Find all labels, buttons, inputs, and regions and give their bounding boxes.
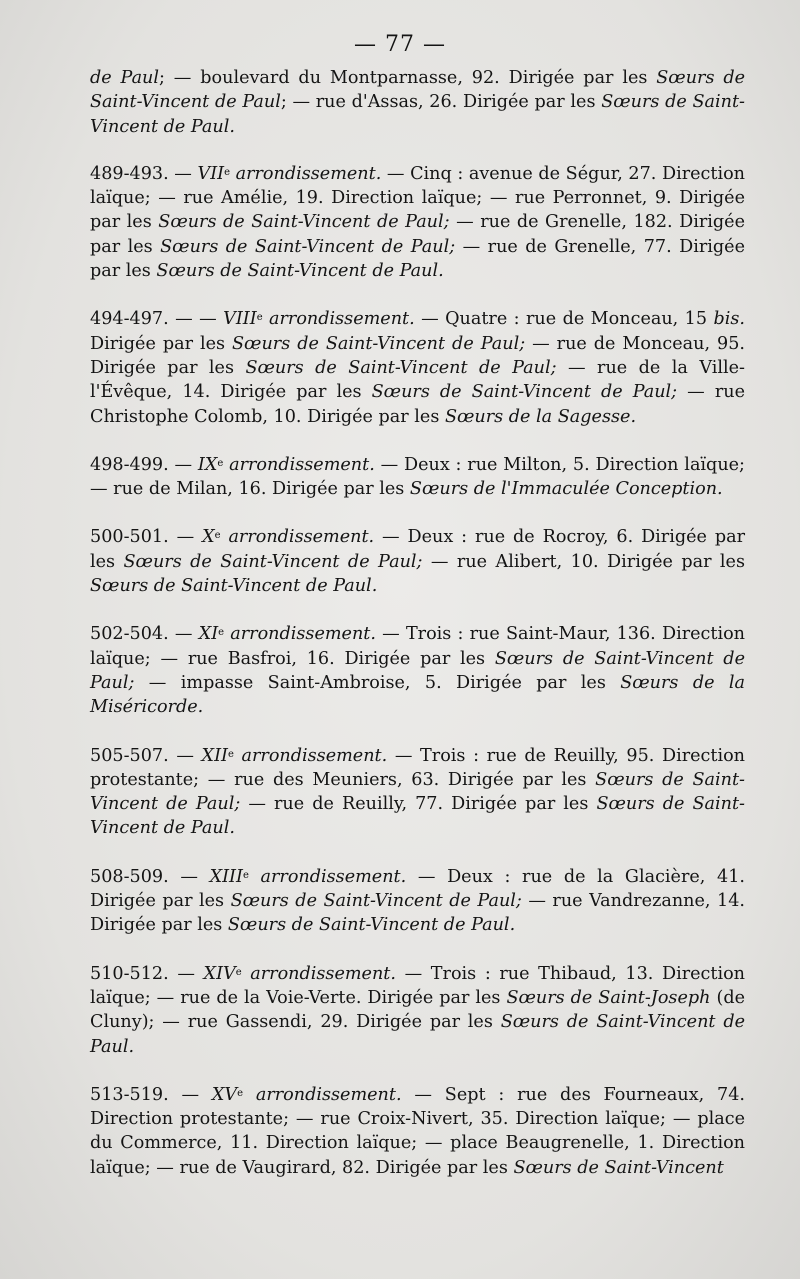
italic-run: XII <box>201 745 228 766</box>
text-run: — Quatre : rue de Monceau, 15 <box>414 309 714 330</box>
text-run: — rue Alibert, 10. Dirigée par les <box>422 551 745 572</box>
italic-run: de Paul <box>90 68 160 88</box>
text-run: Dirigée par les <box>90 333 232 354</box>
entry-paragraph <box>90 307 745 428</box>
italic-run: XIII <box>209 866 243 887</box>
superscript: e <box>218 627 225 639</box>
italic-run: Sœurs de Saint-Vincent <box>513 1157 724 1178</box>
italic-run: VIII <box>223 309 257 330</box>
page-number: — 77 — <box>354 32 446 57</box>
italic-run: Sœurs de Saint-Vincent de Paul. <box>90 1012 745 1057</box>
italic-run: Sœurs de Saint-Vincent de Paul; <box>230 891 522 912</box>
text-run: — Deux : rue de la Glacière, 41. Dirigée par les <box>90 866 746 912</box>
italic-run: Sœurs de Saint-Vincent de Paul; <box>90 648 745 693</box>
text-run: 494-497. — — <box>90 309 224 330</box>
entry-paragraph <box>90 66 745 139</box>
text-run: — Trois : rue Thibaud, 13. Direction laïque; — rue de la Voie-Verte. Dirigée par les <box>90 963 746 1008</box>
text-run: — rue de Reuilly, 77. Dirigée par les <box>240 794 597 815</box>
italic-run: Sœurs de Saint-Vincent de Paul. <box>90 576 378 597</box>
page-body <box>90 66 745 1204</box>
italic-run: Sœurs de Saint-Vincent de Paul. <box>90 794 746 839</box>
italic-run: Sœurs de Saint-Vincent de Paul; <box>160 236 456 257</box>
italic-run: IX <box>197 454 218 475</box>
text-run: — rue Vandrezanne, 14. Dirigée par les <box>90 891 745 936</box>
entry-paragraph <box>90 962 745 1059</box>
italic-run: Sœurs de Saint-Vincent de Paul; <box>371 382 678 403</box>
italic-run: arrondissement. <box>230 163 382 184</box>
text-run: — rue de Monceau, 95. Dirigée par les <box>90 333 745 378</box>
italic-run: Sœurs de Saint-Joseph <box>506 987 711 1008</box>
italic-run: Sœurs de la Sagesse. <box>444 406 637 427</box>
text-run: — Trois : rue Saint-Maur, 136. Direction laïque; — rue Basfroi, 16. Dirigée par les <box>90 624 745 669</box>
superscript: e <box>235 966 242 978</box>
italic-run: Sœurs de Saint-Vincent de Paul. <box>90 92 745 137</box>
italic-run: Sœurs de Saint-Vincent de Paul. <box>227 915 516 936</box>
superscript: e <box>242 869 249 881</box>
text-run: — rue de la Ville-l'Évêque, 14. Dirigée par les <box>90 357 745 403</box>
text-run: — rue de Grenelle, 77. Dirigée par les <box>90 236 745 282</box>
italic-run: XIV <box>203 963 236 984</box>
text-run: — Cinq : avenue de Ségur, 27. Direction laïque; — rue Amélie, 19. Direction laïque; — rue Perronnet, 9. Dirigée par les <box>90 163 745 233</box>
italic-run: arrondissement. <box>248 866 407 887</box>
text-run: — Trois : rue de Reuilly, 95. Direction protestante; — rue des Meuniers, 63. Dirigée par les <box>90 745 746 790</box>
entry-paragraph <box>90 622 745 719</box>
text-run: 502-504. — <box>90 624 199 645</box>
italic-run: Sœurs de Saint-Vincent de Paul; <box>123 551 423 572</box>
italic-run: Sœurs de la Miséricorde. <box>90 672 745 718</box>
italic-run: bis. <box>713 309 745 330</box>
italic-run: Sœurs de Saint-Vincent de Paul; <box>232 333 526 354</box>
italic-run: Sœurs de Saint-Vincent de Paul; <box>90 769 746 815</box>
superscript: e <box>214 530 221 542</box>
italic-run: arrondissement. <box>224 624 376 645</box>
text-run: 505-507. — <box>90 745 202 766</box>
italic-run: arrondissement. <box>233 745 388 766</box>
italic-run: Sœurs de Saint-Vincent de Paul; <box>245 357 557 378</box>
text-run: ; — boulevard du Montparnasse, 92. Dirigée par les <box>159 68 657 88</box>
italic-run: Sœurs de Saint-Vincent de Paul; <box>158 212 450 233</box>
italic-run: Sœurs de Saint-Vincent de Paul <box>90 68 745 113</box>
entry-paragraph <box>90 744 745 841</box>
text-run: (de Cluny); — rue Gassendi, 29. Dirigée par les <box>90 987 745 1033</box>
italic-run: VII <box>197 163 225 184</box>
text-run: ; — rue d'Assas, 26. Dirigée par les <box>280 92 602 113</box>
text-run: 513-519. — <box>90 1084 212 1105</box>
entry-paragraph <box>90 865 745 938</box>
italic-run: X <box>202 527 215 548</box>
text-run: — Deux : rue de Rocroy, 6. Dirigée par les <box>90 527 745 572</box>
text-run: — impasse Saint-Ambroise, 5. Dirigée par les <box>134 672 621 693</box>
italic-run: arrondissement. <box>241 963 396 984</box>
italic-run: arrondissement. <box>243 1084 402 1105</box>
entry-paragraph <box>90 453 745 502</box>
text-run: — Deux : rue Milton, 5. Direction laïque; — rue de Milan, 16. Dirigée par les <box>90 454 745 500</box>
superscript: e <box>217 457 224 469</box>
text-run: — Sept : rue des Fourneaux, 74. Direction protestante; — rue Croix-Nivert, 35. Direction laïque; — place du Commerce, 11. Direction laïque; — place Beaugrenelle, 1. Direction laïque; — rue de Vaugirard, 82. Dirigée par les <box>90 1084 745 1178</box>
italic-run: arrondissement. <box>220 527 375 548</box>
text-run: — rue Christophe Colomb, 10. Dirigée par les <box>90 382 745 427</box>
superscript: e <box>237 1087 244 1099</box>
italic-run: Sœurs de Saint-Vincent de Paul. <box>156 261 444 282</box>
superscript: e <box>256 312 263 324</box>
entry-paragraph <box>90 162 745 283</box>
entry-paragraph <box>90 1083 745 1180</box>
text-run: — rue de Grenelle, 182. Dirigée par les <box>90 212 745 257</box>
italic-run: XV <box>211 1084 238 1105</box>
text-run: 508-509. — <box>90 866 210 887</box>
italic-run: XI <box>198 624 219 645</box>
superscript: e <box>227 748 234 760</box>
superscript: e <box>224 166 231 178</box>
text-run: 489-493. — <box>90 163 198 184</box>
text-run: 500-501. — <box>90 527 203 548</box>
italic-run: arrondissement. <box>223 454 375 475</box>
text-run: 510-512. — <box>90 963 204 984</box>
entry-paragraph <box>90 525 745 598</box>
italic-run: arrondissement. <box>262 309 415 330</box>
italic-run: Sœurs de l'Immaculée Conception. <box>409 479 723 500</box>
text-run: 498-499. — <box>90 454 198 475</box>
